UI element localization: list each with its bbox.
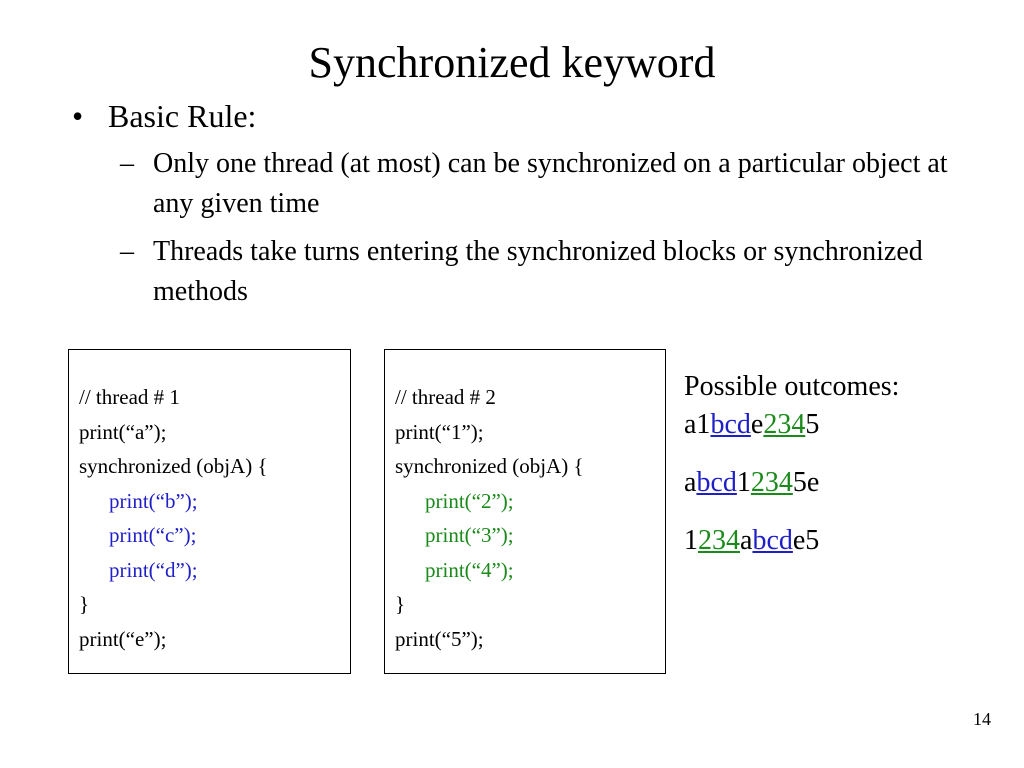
bullet-basic-rule — [72, 96, 972, 136]
code-line: } — [79, 592, 90, 616]
thread-2-code-box — [384, 349, 666, 674]
slide-title: Synchronized keyword — [308, 38, 716, 87]
outcome-segment: bcd — [696, 467, 737, 498]
bullet-list — [72, 96, 972, 312]
outcome-segment: e5 — [792, 525, 820, 556]
outcome-segment: 234 — [698, 525, 740, 556]
outcome-line — [684, 464, 1014, 502]
code-line: print(“a”); — [79, 419, 167, 444]
bullet-label: Basic Rule: — [108, 98, 257, 134]
outcome-segment: a — [684, 467, 697, 498]
dash-icon: – — [120, 236, 134, 267]
code-line: print(“e”); — [79, 626, 167, 651]
sub-bullet-text: Threads take turns entering the synchronized blocks or synchronized methods — [153, 236, 923, 307]
bullet-dot-icon: • — [72, 98, 84, 134]
code-line: print(“b”); — [109, 488, 198, 513]
code-line: print(“3”); — [425, 523, 514, 547]
outcome-segment: e — [750, 409, 764, 440]
outcome-line — [684, 522, 1014, 560]
code-line: // thread # 1 — [79, 385, 180, 409]
outcomes-heading: Possible outcomes: — [684, 371, 900, 402]
outcome-segment: bcd — [752, 525, 793, 556]
outcome-segment: 234 — [750, 467, 793, 498]
code-line: } — [395, 592, 406, 616]
outcome-segment: 1 — [684, 525, 698, 556]
thread-1-code-box — [68, 349, 351, 674]
sub-bullet-1 — [72, 144, 972, 224]
outcome-segment: bcd — [710, 409, 751, 440]
code-line: print(“1”); — [395, 419, 484, 444]
code-line: // thread # 2 — [395, 385, 496, 409]
outcome-segment: 5e — [792, 467, 820, 498]
code-line: print(“4”); — [425, 557, 514, 582]
code-line: synchronized (objA) { — [395, 454, 584, 478]
sub-bullet-2 — [72, 232, 972, 312]
outcome-segment: 1 — [736, 467, 751, 498]
code-line: synchronized (objA) { — [79, 454, 268, 478]
page-number: 14 — [973, 709, 991, 729]
outcome-line — [684, 406, 1014, 444]
code-line: print(“d”); — [109, 557, 198, 582]
outcome-segment: 5 — [805, 409, 820, 440]
outcome-lines — [684, 406, 1014, 560]
code-line: print(“c”); — [109, 523, 197, 547]
dash-icon: – — [120, 148, 134, 179]
sub-bullet-text: Only one thread (at most) can be synchronized on a particular object at any given time — [153, 148, 948, 219]
possible-outcomes — [684, 368, 1014, 560]
code-line: print(“2”); — [425, 488, 514, 513]
outcome-segment: 234 — [763, 409, 806, 440]
code-line: print(“5”); — [395, 626, 484, 651]
outcome-segment: a1 — [684, 409, 711, 440]
outcome-segment: a — [740, 525, 753, 556]
